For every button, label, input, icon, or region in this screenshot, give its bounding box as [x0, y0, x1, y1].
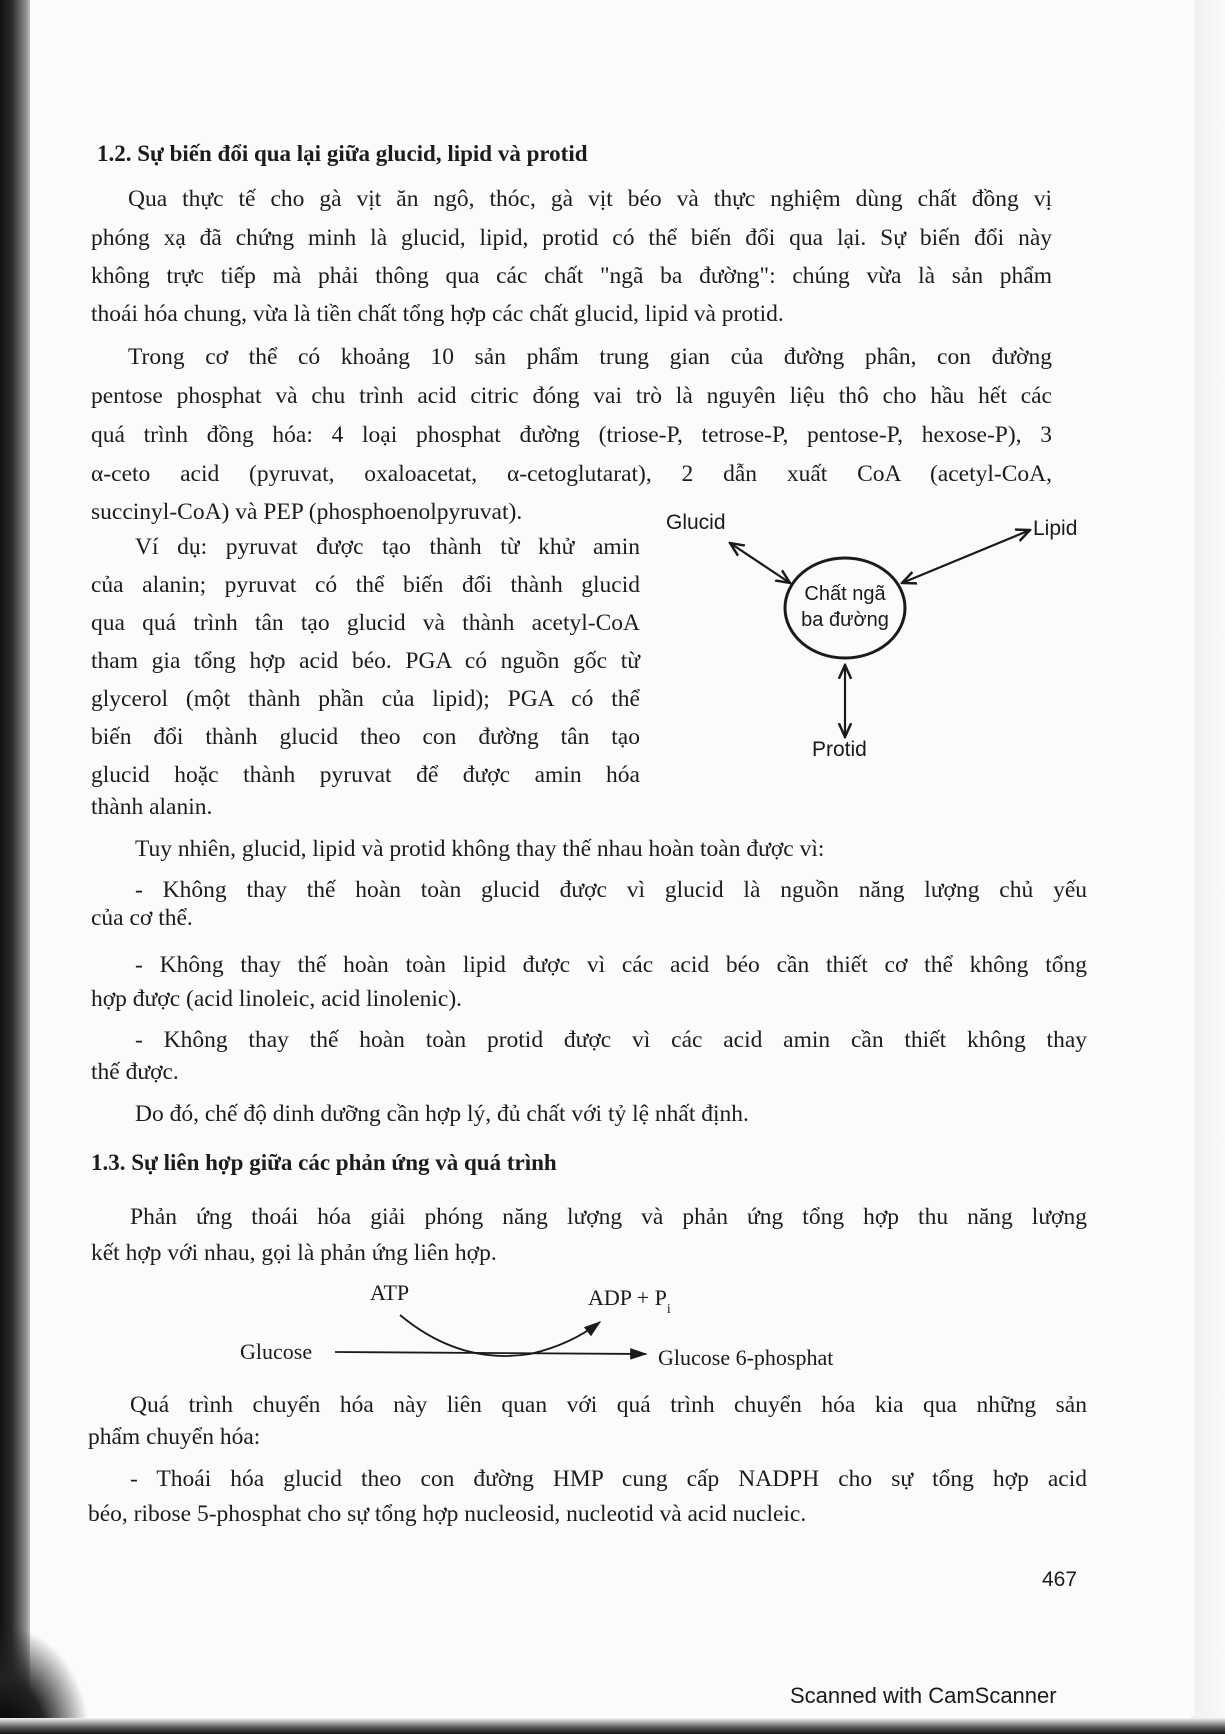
paragraph-line: pentose phosphat và chu trình acid citric đóng vai trò là nguyên liệu thô cho hầu hết các — [91, 383, 1052, 409]
paragraph-line: α-ceto acid (pyruvat, oxaloacetat, α-cetoglutarat), 2 dẫn xuất CoA (acetyl-CoA, — [91, 461, 1052, 487]
label-atp: ATP — [370, 1280, 410, 1305]
bullet-line: thế được. — [91, 1059, 179, 1085]
reaction-main-arrow — [335, 1352, 646, 1354]
paragraph-line: glucid hoặc thành pyruvat để được amin hóa — [91, 762, 640, 788]
bullet-line: - Không thay thế hoàn toàn lipid được vì các acid béo cần thiết cơ thể không tổng — [135, 952, 1087, 978]
paragraph-line: không trực tiếp mà phải thông qua các chất "ngã ba đường": chúng vừa là sản phẩm — [91, 263, 1052, 289]
arrow-glucid-node — [730, 543, 790, 583]
label-glucose: Glucose — [240, 1339, 313, 1364]
paragraph-line: Trong cơ thể có khoảng 10 sản phẩm trung gian của đường phân, con đường — [128, 344, 1052, 370]
paragraph-line: thoái hóa chung, vừa là tiền chất tổng hợp các chất glucid, lipid và protid. — [91, 301, 784, 327]
diagram-label-protid: Protid — [812, 738, 867, 761]
section-heading-1-3: 1.3. Sự liên hợp giữa các phản ứng và quá trình — [91, 1150, 557, 1175]
label-adp-pi: ADP + $P_i$ — [588, 1285, 671, 1317]
paragraph-line: biến đổi thành glucid theo con đường tân tạo — [91, 724, 640, 750]
diagram-label-glucid: Glucid — [666, 511, 726, 534]
bullet-line: - Không thay thế hoàn toàn protid được vì các acid amin cần thiết không thay — [135, 1027, 1087, 1053]
node-label-line2: ba đường — [801, 609, 889, 631]
paragraph-line: phẩm chuyển hóa: — [88, 1424, 261, 1450]
paragraph-line: Phản ứng thoái hóa giải phóng năng lượng và phản ứng tổng hợp thu năng lượng — [130, 1204, 1087, 1230]
bullet-line: - Thoái hóa glucid theo con đường HMP cung cấp NADPH cho sự tổng hợp acid — [130, 1466, 1087, 1492]
page-edge-right — [1191, 0, 1225, 1734]
page-edge-shadow-left — [0, 0, 34, 1734]
scanner-watermark: Scanned with CamScanner — [790, 1683, 1057, 1708]
bullet-line: - Không thay thế hoàn toàn glucid được vì glucid là nguồn năng lượng chủ yếu — [135, 877, 1087, 903]
paragraph-line: Do đó, chế độ dinh dưỡng cần hợp lý, đủ chất với tỷ lệ nhất định. — [135, 1101, 749, 1127]
bullet-line: hợp được (acid linoleic, acid linolenic). — [91, 986, 463, 1012]
paragraph-line: succinyl-CoA) và PEP (phosphoenolpyruvat). — [91, 499, 523, 525]
paragraph-line: tham gia tổng hợp acid béo. PGA có nguồn gốc từ — [91, 648, 640, 674]
reaction-coupling-arrow — [400, 1315, 600, 1356]
bullet-line: của cơ thể. — [91, 905, 193, 931]
page-edge-shadow-bottom — [0, 1718, 1225, 1734]
paragraph-line: của alanin; pyruvat có thể biến đổi thành glucid — [91, 572, 640, 598]
paragraph-line: phóng xạ đã chứng minh là glucid, lipid, protid có thể biến đổi qua lại. Sự biến đổi này — [91, 225, 1052, 251]
page-number: 467 — [1042, 1568, 1078, 1591]
bullet-line: béo, ribose 5-phosphat cho sự tổng hợp nucleosid, nucleotid và acid nucleic. — [88, 1501, 807, 1527]
paragraph-line: Tuy nhiên, glucid, lipid và protid không thay thế nhau hoàn toàn được vì: — [135, 836, 825, 862]
coupled-reaction-diagram — [240, 1270, 940, 1380]
paragraph-line: qua quá trình tân tạo glucid và thành acetyl-CoA — [91, 610, 640, 636]
crossroads-node — [785, 558, 905, 658]
crossroads-diagram — [650, 505, 1078, 775]
paragraph-line: quá trình đồng hóa: 4 loại phosphat đường (triose-P, tetrose-P, pentose-P, hexose-P), 3 — [91, 422, 1052, 448]
node-label-line1: Chất ngã — [804, 583, 886, 605]
paragraph-line: thành alanin. — [91, 794, 213, 820]
book-page — [30, 0, 1195, 1716]
arrow-lipid-node — [902, 530, 1030, 583]
label-glucose-6-phosphat: Glucose 6-phosphat — [658, 1345, 834, 1370]
paragraph-line: kết hợp với nhau, gọi là phản ứng liên hợp. — [91, 1240, 497, 1266]
paragraph-line: Qua thực tế cho gà vịt ăn ngô, thóc, gà vịt béo và thực nghiệm dùng chất đồng vị — [128, 186, 1052, 212]
paragraph-line: glycerol (một thành phần của lipid); PGA có thể — [91, 686, 640, 712]
paragraph-line: Ví dụ: pyruvat được tạo thành từ khử amin — [135, 534, 640, 560]
section-heading-1-2: 1.2. Sự biến đổi qua lại giữa glucid, lipid và protid — [97, 141, 588, 166]
paragraph-line: Quá trình chuyển hóa này liên quan với quá trình chuyển hóa kia qua những sản — [130, 1392, 1087, 1418]
diagram-label-lipid: Lipid — [1033, 517, 1078, 540]
